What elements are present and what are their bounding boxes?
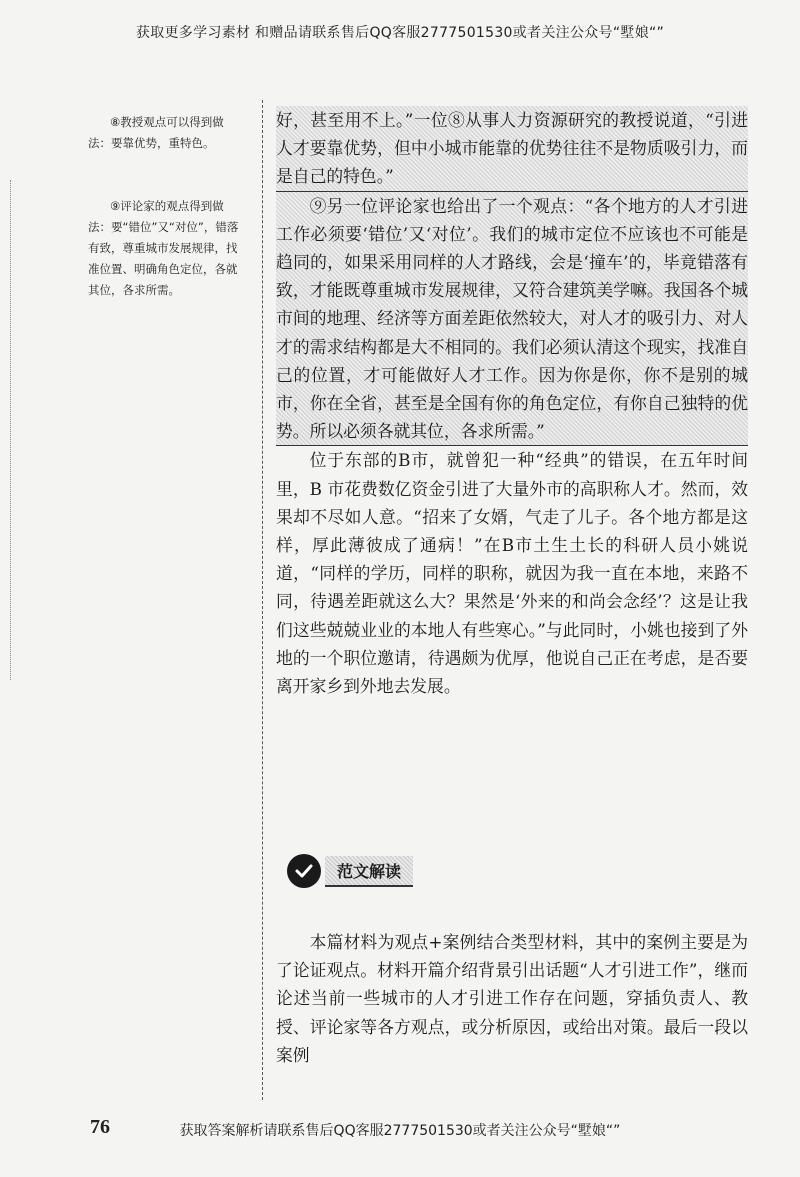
analysis-paragraph: 本篇材料为观点+案例结合类型材料，其中的案例主要是为了论证观点。材料开篇介绍背景引出话题“人才引进工作”，继而论述当前一些城市的人才引进工作存在问题，穿插负责人、教授、评论家等各方观点，或分析原因，或给出对策。最后一段以案例 xyxy=(276,932,748,1065)
side-note-8: ⑧教授观点可以得到做法：要靠优势，重特色。 xyxy=(88,115,224,150)
main-text xyxy=(276,106,748,700)
check-icon xyxy=(287,854,321,888)
paragraph-professor: 好，甚至用不上。”一位⑧从事人力资源研究的教授说道，“引进人才要靠优势，但中小城市能靠的优势往往不是物质吸引力，而是自己的特色。” xyxy=(276,106,748,192)
section-title: 范文解读 xyxy=(325,856,413,887)
page-number: 76 xyxy=(90,1116,110,1138)
page-header: 获取更多学习素材 和赠品请联系售后QQ客服2777501530或者关注公众号“墅娘“” xyxy=(135,25,665,41)
page-footer: 获取答案解析请联系售后QQ客服2777501530或者关注公众号“墅娘“” xyxy=(179,1123,621,1139)
paragraph-case-b-city: 位于东部的B市，就曾犯一种“经典”的错误，在五年时间里，B 市花费数亿资金引进了大量外市的高职称人才。然而，效果却不尽如人意。“招来了女婿，气走了儿子。各个地方都是这样，厚此薄彼成了通病！”在B市土生土长的科研人员小姚说道，“同样的学历，同样的职称，就因为我一直在本地，来路不同，待遇差距就这么大？果然是‘外来的和尚会念经’？这是让我们这些兢兢业业的本地人有些寒心。”与此同时，小姚也接到了外地的一个职位邀请，待遇颇为优厚，他说自己正在考虑，是否要离开家乡到外地去发展。 xyxy=(276,450,748,697)
section-heading xyxy=(287,853,413,889)
side-notes xyxy=(88,112,246,343)
column-divider xyxy=(262,100,263,1100)
paragraph-critic: ⑨另一位评论家也给出了一个观点：“各个地方的人才引进工作必须要‘错位’又‘对位’。我们的城市定位不应该也不可能是趋同的，如果采用同样的人才路线，会是‘撞车’的，毕竟错落有致，才能既尊重城市发展规律，又符合建筑美学嘛。我国各个城市间的地理、经济等方面差距依然较大，对人才的吸引力、对人才的需求结构都是大不相同的。我们必须认清这个现实，找准自己的位置，才可能做好人才工作。因为你是你，你不是别的城市，你在全省，甚至是全国有你的角色定位，有你自己独特的优势。所以必须各就其位，各求所需。” xyxy=(276,192,748,447)
side-note-9: ⑨评论家的观点得到做法：要“错位”又“对位”，错落有致，尊重城市发展规律，找准位置、明确角色定位，各就其位，各求所需。 xyxy=(88,199,239,297)
margin-marks xyxy=(10,180,17,680)
analysis-text xyxy=(276,928,748,1069)
